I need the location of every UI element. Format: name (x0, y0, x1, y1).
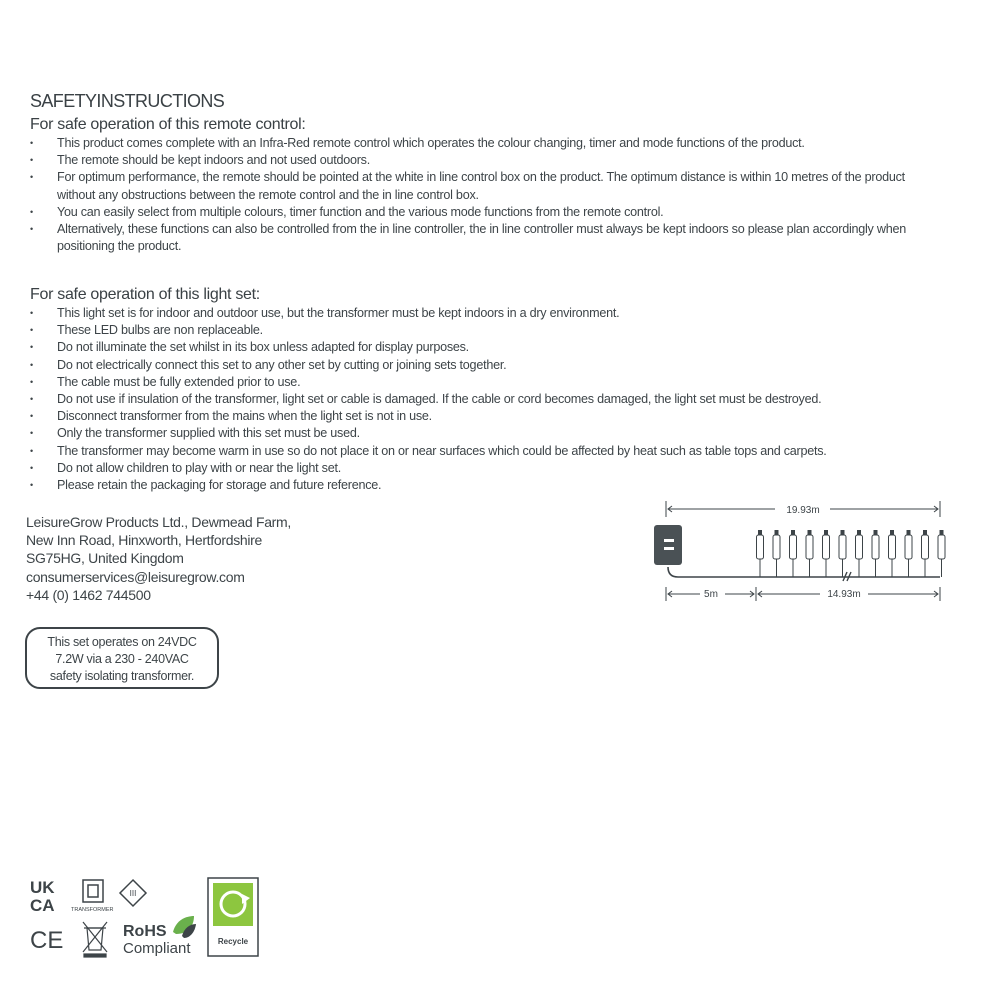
ukca-mark-bottom: CA (30, 896, 55, 915)
recycle-icon (213, 883, 253, 926)
phone-number: +44 (0) 1462 744500 (26, 586, 151, 603)
instruction-item: • Do not use if insulation of the transformer, light set or cable is damaged. If the cable or cord becomes damaged, the light set must be destroyed. (30, 391, 910, 408)
rohs-compliant-label: Compliant (123, 940, 191, 957)
double-insulation-icon (83, 880, 103, 902)
bulb-icon (889, 530, 896, 577)
class-three-label: III (129, 889, 137, 898)
instruction-item: • You can easily select from multiple colours, timer function and the various mode functions from the remote control. (30, 204, 910, 221)
transformer-label: TRANSFORMER (71, 907, 114, 913)
instruction-item: • For optimum performance, the remote should be pointed at the white in line control box on the product. The optimum distance is within 10 metres of the product without any obstructions between the remote control and the in line control box. (30, 169, 910, 203)
instruction-item: • Do not electrically connect this set to any other set by cutting or joining sets together. (30, 357, 910, 374)
instruction-item: • Only the transformer supplied with this set must be used. (30, 425, 910, 442)
bulb-icon (905, 530, 912, 577)
bulb-icon (839, 530, 846, 577)
total-length-label: 19.93m (786, 505, 820, 516)
lit-length-label: 14.93m (827, 589, 861, 600)
certification-logos (28, 876, 268, 960)
remote-section-heading: For safe operation of this remote control: (30, 116, 306, 133)
bulb-icon (922, 530, 929, 577)
email-address: consumerservices@leisuregrow.com (26, 568, 245, 585)
address-line-3: SG75HG, United Kingdom (26, 550, 184, 567)
cable-line (668, 567, 940, 577)
bulb-group (757, 530, 946, 577)
spec-line-3: safety isolating transformer. (49, 669, 195, 683)
ukca-mark-top: UK (30, 878, 55, 897)
bulb-icon (823, 530, 830, 577)
weee-bin-icon (83, 922, 107, 957)
instruction-item: • Alternatively, these functions can also be controlled from the in line controller, the in line controller must always be kept indoors so please plan accordingly when positioning the product. (30, 221, 910, 255)
lead-length-label: 5m (704, 589, 718, 600)
address-line-2: New Inn Road, Hinxworth, Hertfordshire (26, 532, 263, 549)
instruction-item: • Do not illuminate the set whilst in its box unless adapted for display purposes. (30, 339, 910, 356)
bulb-icon (790, 530, 797, 577)
light-section-heading: For safe operation of this light set: (30, 286, 260, 303)
bulb-icon (872, 530, 879, 577)
instruction-item: • The transformer may become warm in use so do not place it on or near surfaces which could be affected by heat such as table tops and carpets. (30, 443, 910, 460)
remote-instructions-list (30, 135, 910, 255)
rohs-label: RoHS (123, 923, 167, 940)
spec-line-1: This set operates on 24VDC (47, 635, 197, 649)
instruction-item: • The cable must be fully extended prior to use. (30, 374, 910, 391)
power-spec-box (25, 627, 219, 689)
instruction-item: • Do not allow children to play with or near the light set. (30, 460, 910, 477)
address-line-1: LeisureGrow Products Ltd., Dewmead Farm, (26, 514, 291, 530)
recycle-label: Recycle (217, 937, 249, 946)
transformer-plug-icon (654, 525, 682, 565)
bulb-icon (773, 530, 780, 577)
instruction-item: • This product comes complete with an Infra-Red remote control which operates the colour changing, timer and mode functions of the product. (30, 135, 910, 152)
instruction-item: • This light set is for indoor and outdoor use, but the transformer must be kept indoors in a dry environment. (30, 305, 910, 322)
light-instructions-list (30, 305, 910, 494)
bulb-icon (938, 530, 945, 577)
bulb-icon (856, 530, 863, 577)
instruction-item: • Disconnect transformer from the mains when the light set is not in use. (30, 408, 910, 425)
ce-mark-icon: CE (30, 927, 64, 954)
bulb-icon (757, 530, 764, 577)
instruction-item: • These LED bulbs are non replaceable. (30, 322, 910, 339)
company-address (26, 513, 291, 604)
bulb-icon (806, 530, 813, 577)
instruction-item: • The remote should be kept indoors and not used outdoors. (30, 152, 910, 169)
instruction-item: • Please retain the packaging for storage and future reference. (30, 477, 910, 494)
spec-line-2: 7.2W via a 230 - 240VAC (55, 652, 189, 666)
light-set-diagram (640, 495, 950, 610)
page-title: SAFETYINSTRUCTIONS (30, 91, 225, 111)
